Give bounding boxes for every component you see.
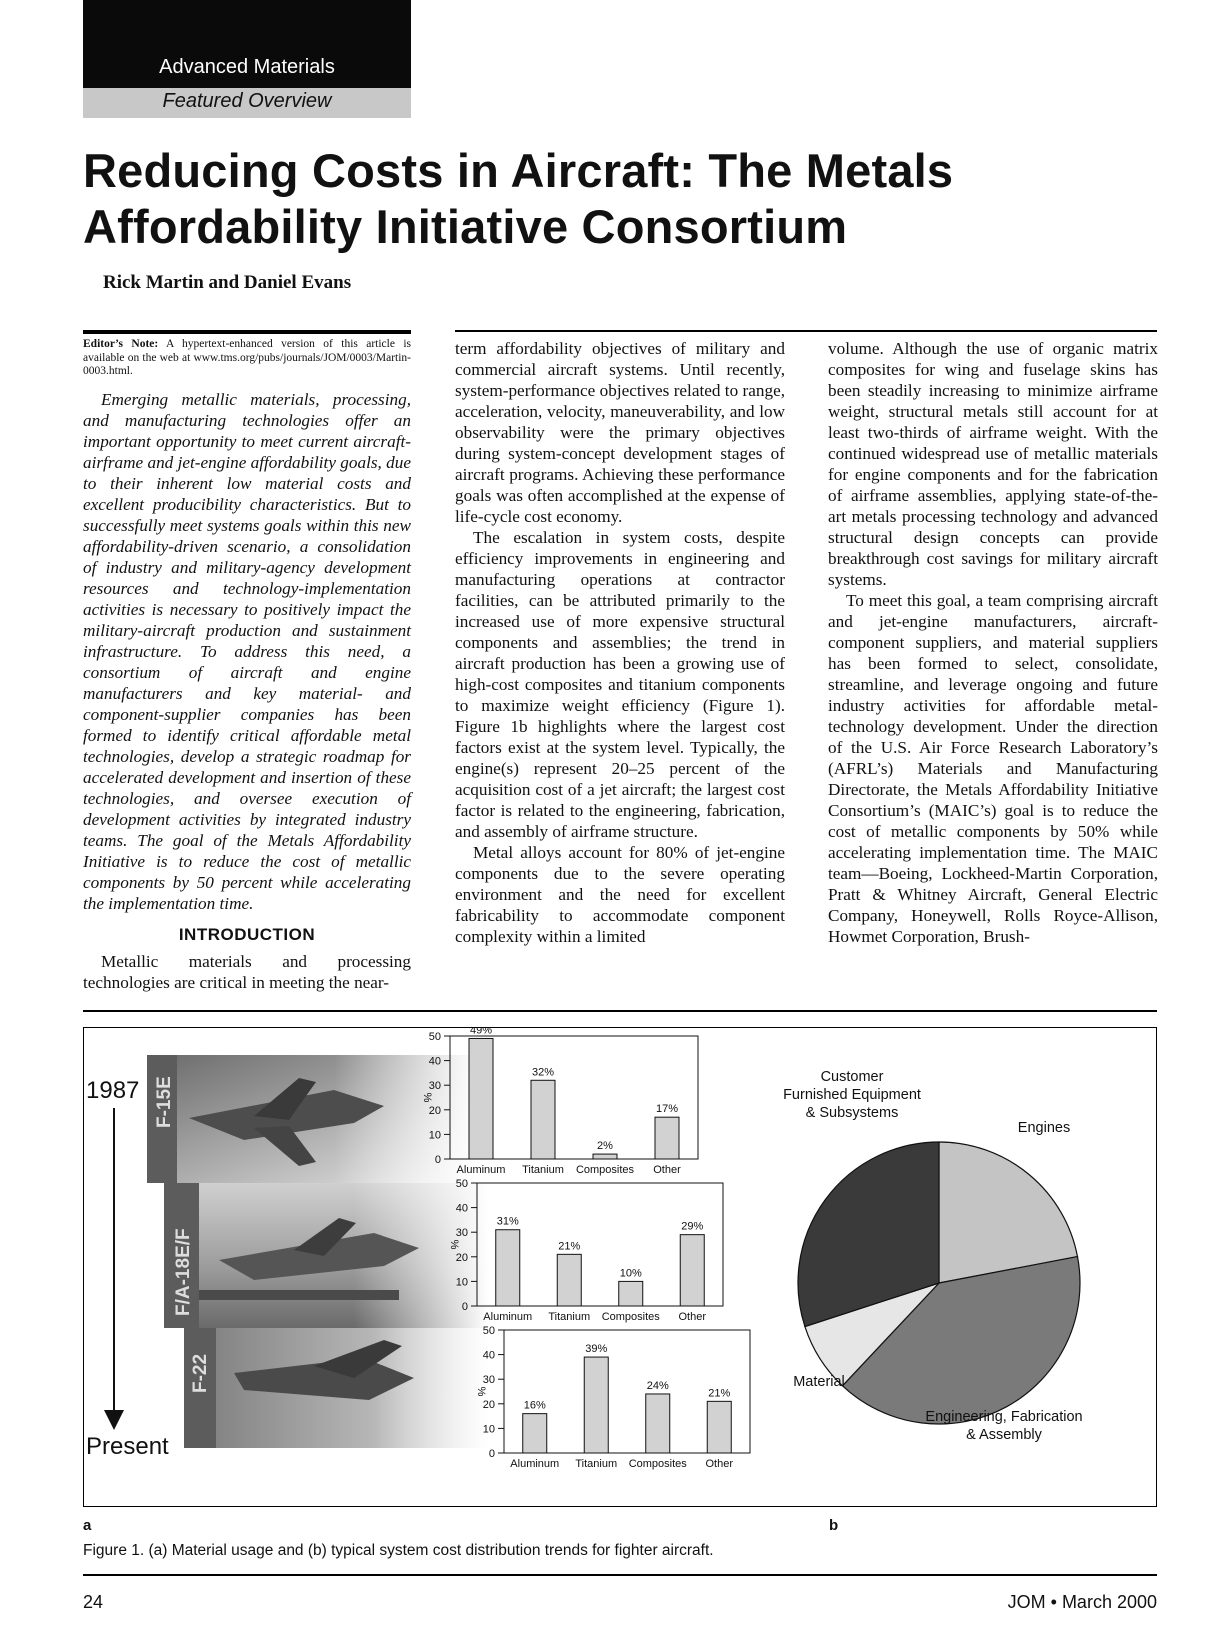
page-number: 24 — [83, 1592, 104, 1612]
y-tick-label: 50 — [482, 1325, 495, 1337]
pie-slice-label: Engineering, Fabrication — [925, 1409, 1083, 1425]
article-authors: Rick Martin and Daniel Evans — [103, 272, 352, 293]
editor-note-label: Editor’s Note: — [83, 338, 159, 350]
bar-chart-1 — [448, 1178, 723, 1323]
bar-data-label: 24% — [646, 1379, 669, 1392]
y-tick-label: 20 — [428, 1104, 441, 1117]
bar-data-label: 10% — [619, 1267, 642, 1280]
bar-data-label: 31% — [496, 1215, 519, 1228]
bar-chart-2 — [475, 1325, 750, 1470]
figure-1-graphic — [84, 1028, 1155, 1505]
body-paragraph: volume. Although the use of organic matrix composites for wing and fuselage skins has been steadily increasing to minimize airframe weight, structural metals still account for at least two-thirds of airframe weight. With the continued widespread use of metallic materials for engine components and for the fabrication of airframe assemblies, applying state-of-the-art metals processing technology and advanced structural design concepts can provide breakthrough cost savings for military aircraft systems. — [828, 339, 1158, 589]
x-tick-label: Aluminum — [510, 1458, 560, 1470]
aircraft-photo-fa18ef — [164, 1183, 489, 1328]
intro-heading: INTRODUCTION — [178, 924, 316, 944]
pie-slice-label: Engines — [1017, 1120, 1071, 1136]
x-tick-label: Titanium — [575, 1458, 618, 1470]
pie-slice-label: Customer — [820, 1069, 884, 1085]
y-tick-label: 10 — [482, 1423, 495, 1436]
editor-note — [83, 338, 411, 379]
body-paragraph: The escalation in system costs, despite efficiency improvements in engineering and manufacturing operations at contractor facilities, can be attributed primarily to the increased use of more expensive structural components and assemblies; the trend in aircraft production has been a growing use of high-cost composites and titanium components to maximize weight efficiency (Figure 1). Figure 1b highlights where the largest cost factors exist at the system level. Typically, the engine(s) represent 20–25 percent of the acquisition cost of a jet aircraft; the largest cost factor is related to the engineering, fabrication, and assembly of airframe structure. — [455, 528, 785, 841]
bar-data-label: 29% — [681, 1220, 704, 1233]
column-rule-right — [455, 330, 1157, 332]
cost-distribution-pie-chart — [783, 1069, 1083, 1443]
figure-panel-a-label: a — [83, 1517, 92, 1534]
x-tick-label: Composites — [628, 1458, 687, 1470]
figure-panel-b-label: b — [829, 1517, 839, 1534]
x-tick-label: Aluminum — [456, 1164, 506, 1176]
y-tick-label: 30 — [455, 1227, 468, 1240]
bar-other — [707, 1401, 731, 1453]
y-tick-label: 30 — [428, 1080, 441, 1093]
aircraft-name-f15e: F-15E — [154, 1076, 175, 1128]
y-tick-label: 10 — [428, 1129, 441, 1142]
x-tick-label: Other — [678, 1311, 707, 1323]
intro-paragraph: Metallic materials and processing technologies are critical in meeting the near- — [83, 951, 411, 992]
bar-composites — [646, 1394, 670, 1453]
journal-issue: JOM • March 2000 — [1007, 1592, 1157, 1612]
column-1 — [83, 338, 411, 993]
figure-caption: Figure 1. (a) Material usage and (b) typical system cost distribution trends for fighter aircraft. — [83, 1542, 714, 1559]
bar-other — [680, 1235, 704, 1306]
section-label: Advanced Materials — [159, 56, 335, 78]
y-axis-label: % — [421, 1092, 433, 1103]
y-tick-label: 0 — [461, 1301, 468, 1313]
bar-titanium — [584, 1357, 608, 1453]
x-tick-label: Other — [653, 1164, 681, 1176]
bar-data-label: 49% — [469, 1028, 493, 1037]
y-axis-label: % — [475, 1386, 487, 1397]
y-axis-label: % — [448, 1239, 460, 1250]
footer-rule — [83, 1574, 1157, 1576]
bar-titanium — [557, 1254, 581, 1306]
bar-data-label: 21% — [558, 1240, 581, 1253]
column-3 — [828, 338, 1158, 947]
timeline-end: Present — [86, 1433, 169, 1460]
x-tick-label: Composites — [575, 1164, 635, 1176]
timeline-start: 1987 — [86, 1077, 140, 1104]
x-tick-label: Aluminum — [483, 1311, 533, 1323]
bar-data-label: 32% — [531, 1066, 555, 1079]
bar-other — [655, 1117, 679, 1159]
x-tick-label: Titanium — [548, 1311, 591, 1323]
abstract: Emerging metallic materials, processing, and manufacturing technologies offer an important opportunity to meet current aircraft-airframe and jet-engine affordability goals, due to their inherent low material costs and excellent producibility characteristics. But to successfully meet systems goals within this new affordability-driven scenario, a consolidation of industry and military-agency development resources and technology-implementation activities is necessary to positively impact the military-aircraft production and sustainment infrastructure. To address this need, a consortium of aircraft and engine manufacturers and key material- and component-supplier companies has been formed to identify critical affordable metal technologies, develop a strategic roadmap for accelerated development and insertion of these technologies, and oversee execution of development activities by integrated industry teams. The goal of the Metals Affordability Initiative is to reduce the cost of metallic components by 50 percent while accelerating the implementation time. — [83, 389, 411, 913]
bar-composites — [619, 1281, 643, 1306]
y-tick-label: 40 — [455, 1202, 468, 1215]
bar-data-label: 21% — [708, 1387, 731, 1400]
bar-composites — [593, 1154, 617, 1159]
aircraft-photo-f22 — [184, 1328, 489, 1448]
column-rule-left — [83, 330, 411, 334]
pie-slice-label: & Assembly — [966, 1427, 1042, 1443]
figure-1-box — [83, 1027, 1157, 1507]
x-tick-label: Titanium — [522, 1164, 564, 1176]
y-tick-label: 30 — [482, 1374, 495, 1387]
body-paragraph: term affordability objectives of military and commercial aircraft systems. Until recently, system-performance objectives related to range, acceleration, velocity, maneuverability, and low observability were the primary objectives during system-concept development stages of aircraft programs. Achieving these performance goals was often accomplished at the expense of life-cycle cost economy. — [455, 339, 785, 526]
bar-data-label: 2% — [597, 1140, 613, 1153]
bar-data-label: 17% — [655, 1103, 679, 1116]
article-title: Reducing Costs in Aircraft: The Metals Affordability Initiative Consortium — [83, 144, 954, 253]
aircraft-name-f22: F-22 — [190, 1353, 211, 1393]
y-tick-label: 0 — [434, 1154, 441, 1166]
aircraft-name-fa18ef: F/A-18E/F — [173, 1228, 194, 1316]
y-tick-label: 20 — [455, 1251, 468, 1264]
bar-data-label: 16% — [523, 1399, 546, 1412]
y-tick-label: 50 — [428, 1031, 441, 1043]
body-paragraph: To meet this goal, a team comprising aircraft and jet-engine manufacturers, aircraft-component suppliers, and material suppliers has been formed to select, consolidate, streamline, and leverage ongoing and future industry activities for affordable metal-technology development. Under the direction of the U.S. Air Force Research Laboratory’s (AFRL’s) Materials and Manufacturing Directorate, the Metals Affordability Initiative Consortium’s (MAIC’s) goal is to reduce the cost of metallic components by 50% while accelerating implementation time. The MAIC team—Boeing, Lockheed-Martin Corporation, Pratt & Whitney Aircraft, General Electric Company, Honeywell, Rolls Royce-Allison, Howmet Corporation, Brush- — [828, 591, 1158, 946]
pie-slice-label: & Subsystems — [805, 1105, 899, 1121]
column-2 — [455, 338, 785, 947]
subsection-label: Featured Overview — [162, 90, 332, 112]
pie-slice-label: Material — [793, 1374, 845, 1390]
x-tick-label: Composites — [601, 1311, 660, 1323]
x-tick-label: Other — [705, 1458, 734, 1470]
body-paragraph: Metal alloys account for 80% of jet-engine components due to the severe operating environment and the need for excellent fabricability to accommodate component complexity within a limited — [455, 843, 785, 946]
editor-note-text: A hypertext-enhanced version of this article is available on the web at www.tms.org/pubs/journals/JOM/0003/Martin-0003.html. — [83, 338, 412, 377]
bar-aluminum — [523, 1414, 547, 1453]
aircraft-photo-f15e — [147, 1055, 477, 1183]
y-tick-label: 40 — [482, 1349, 495, 1362]
timeline-arrow-head — [104, 1410, 124, 1430]
bar-aluminum — [496, 1230, 520, 1306]
figure-top-rule — [83, 1010, 1157, 1012]
y-tick-label: 10 — [455, 1276, 468, 1289]
y-tick-label: 50 — [455, 1178, 468, 1190]
bar-data-label: 39% — [585, 1343, 608, 1356]
y-tick-label: 20 — [482, 1398, 495, 1411]
bar-aluminum — [469, 1038, 493, 1159]
bar-titanium — [531, 1080, 555, 1159]
y-tick-label: 40 — [428, 1055, 441, 1068]
y-tick-label: 0 — [488, 1448, 495, 1460]
pie-slice-label: Furnished Equipment — [783, 1087, 921, 1103]
